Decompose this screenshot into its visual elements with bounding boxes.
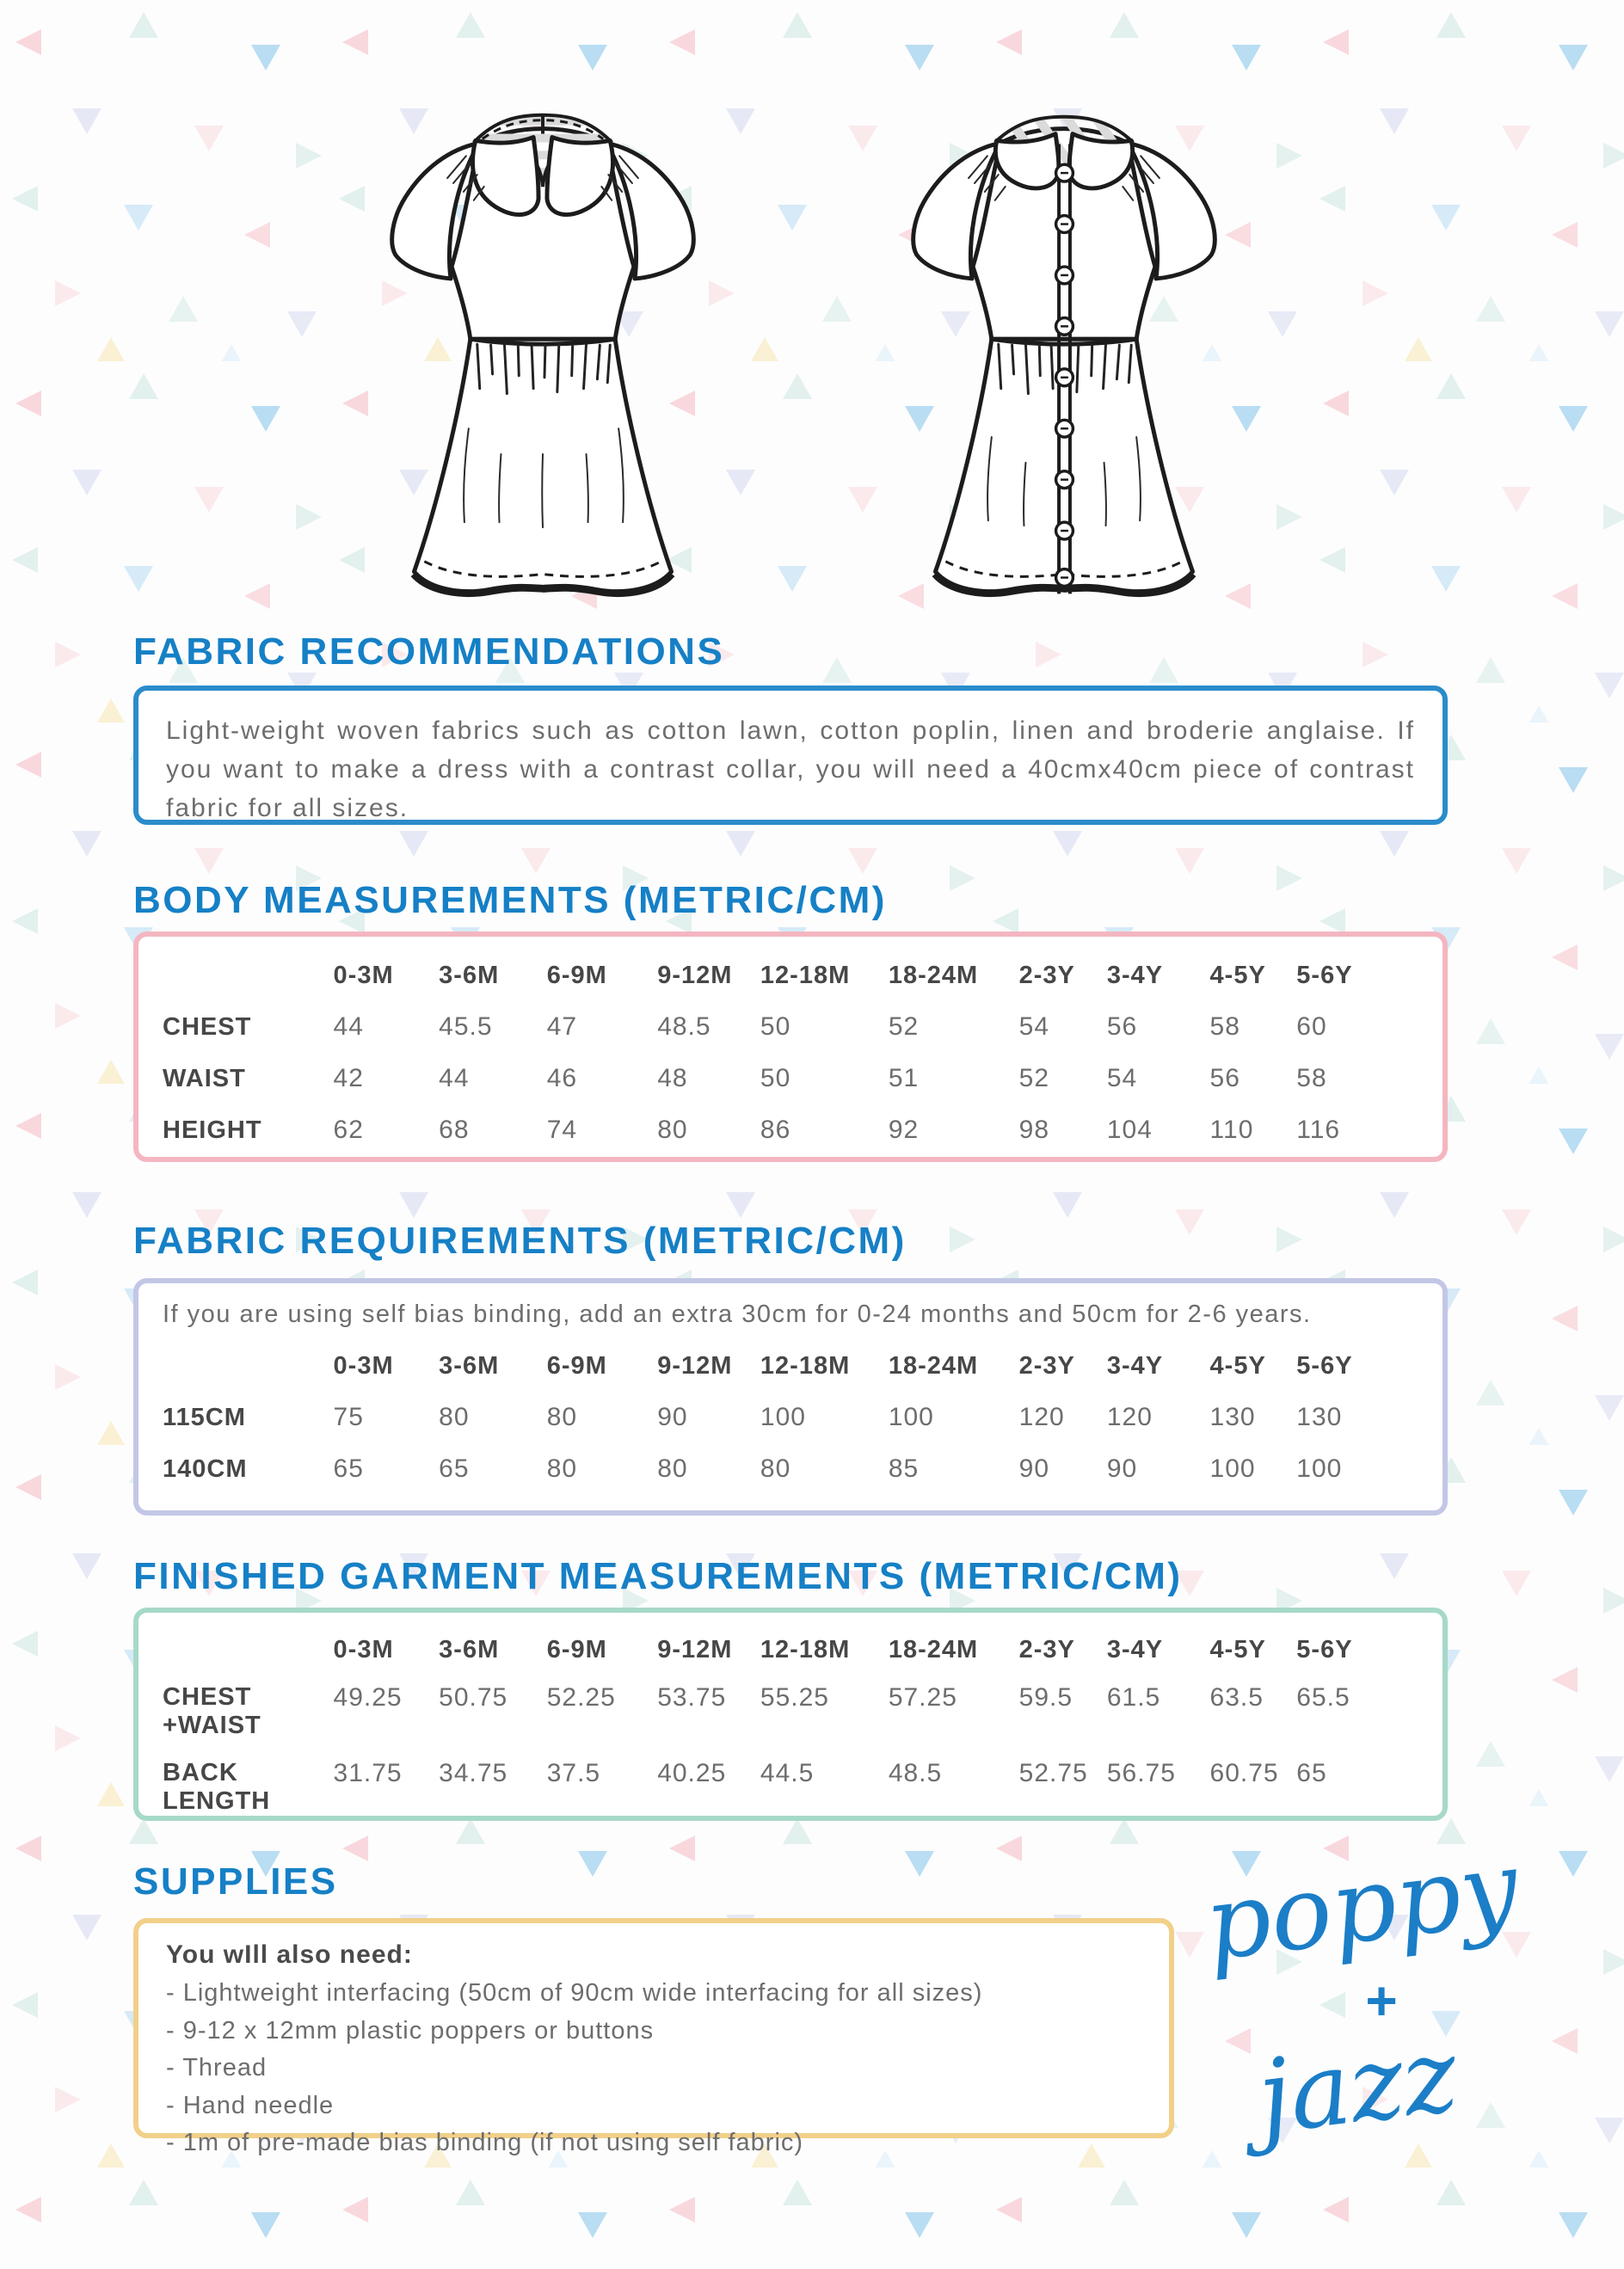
table-cell: 48 bbox=[657, 1064, 688, 1092]
supply-item: - Thread bbox=[166, 2054, 268, 2081]
column-header: 5-6Y bbox=[1296, 962, 1353, 989]
table-cell: 44 bbox=[333, 1012, 364, 1041]
table-cell: 46 bbox=[546, 1064, 578, 1092]
table-cell: 85 bbox=[888, 1454, 920, 1483]
table-cell: 130 bbox=[1209, 1403, 1256, 1431]
column-header: 2-3Y bbox=[1018, 1352, 1075, 1380]
corner-cell bbox=[163, 950, 334, 1001]
table-cell: 65 bbox=[333, 1454, 364, 1483]
table-cell: 52 bbox=[888, 1012, 920, 1041]
supply-item: - 1m of pre-made bias binding (if not using self fabric) bbox=[166, 2129, 804, 2156]
table-cell: 37.5 bbox=[546, 1759, 601, 1787]
column-header: 4-5Y bbox=[1209, 962, 1266, 989]
table-cell: 34.75 bbox=[439, 1759, 508, 1787]
brand-logo-jazz: jazz bbox=[1251, 2014, 1464, 2157]
body-measurements-title: BODY MEASUREMENTS (METRIC/CM) bbox=[133, 879, 887, 921]
table-header-row bbox=[163, 1626, 1418, 1674]
dress-back-illustration bbox=[864, 96, 1264, 624]
column-header: 18-24M bbox=[888, 1636, 979, 1663]
table-cell: 52 bbox=[1018, 1064, 1050, 1092]
table-cell: 44.5 bbox=[760, 1759, 815, 1787]
column-header: 6-9M bbox=[546, 1352, 607, 1380]
table-cell: 42 bbox=[333, 1064, 364, 1092]
table-cell: 60.75 bbox=[1209, 1759, 1279, 1787]
table-cell: 47 bbox=[546, 1012, 578, 1041]
column-header: 0-3M bbox=[333, 962, 394, 989]
table-cell: 56.75 bbox=[1106, 1759, 1176, 1787]
column-header: 4-5Y bbox=[1209, 1352, 1266, 1380]
table-cell: 44 bbox=[439, 1064, 470, 1092]
column-header: 9-12M bbox=[657, 1636, 733, 1663]
table-cell: 65 bbox=[1296, 1759, 1327, 1787]
table-header-row bbox=[163, 1341, 1418, 1392]
back-buttons bbox=[1056, 164, 1073, 586]
table-cell: 90 bbox=[657, 1403, 688, 1431]
table-cell: 80 bbox=[657, 1454, 688, 1483]
table-cell: 49.25 bbox=[333, 1683, 403, 1712]
table-cell: 98 bbox=[1018, 1116, 1050, 1144]
column-header: 12-18M bbox=[760, 1352, 851, 1380]
table-cell: 80 bbox=[657, 1116, 688, 1144]
row-label: HEIGHT bbox=[163, 1116, 262, 1144]
table-cell: 56 bbox=[1106, 1012, 1138, 1041]
brand-logo-plus: + bbox=[1365, 1970, 1398, 2032]
column-header: 4-5Y bbox=[1209, 1636, 1266, 1663]
table-cell: 104 bbox=[1106, 1116, 1153, 1144]
row-label: BACK LENGTH bbox=[163, 1759, 271, 1815]
table-cell: 59.5 bbox=[1018, 1683, 1073, 1712]
row-label: CHEST bbox=[163, 1012, 252, 1041]
body-measurements-panel bbox=[133, 932, 1448, 1162]
table-cell: 80 bbox=[439, 1403, 470, 1431]
table-cell: 75 bbox=[333, 1403, 364, 1431]
supply-item: - Hand needle bbox=[166, 2091, 335, 2119]
table-cell: 57.25 bbox=[888, 1683, 957, 1712]
dress-front-illustration bbox=[342, 96, 743, 624]
table-cell: 45.5 bbox=[439, 1012, 493, 1041]
finished-garment-title: FINISHED GARMENT MEASUREMENTS (METRIC/CM) bbox=[133, 1555, 1183, 1597]
brand-logo bbox=[1194, 1837, 1538, 2173]
table-cell: 116 bbox=[1296, 1116, 1341, 1144]
corner-cell bbox=[163, 1341, 334, 1392]
column-header: 18-24M bbox=[888, 962, 979, 989]
column-header: 3-6M bbox=[439, 962, 500, 989]
table-cell: 120 bbox=[1106, 1403, 1153, 1431]
table-cell: 63.5 bbox=[1209, 1683, 1264, 1712]
column-header: 18-24M bbox=[888, 1352, 979, 1380]
table-cell: 80 bbox=[760, 1454, 791, 1483]
bias-binding-note: If you are using self bias binding, add an extra 30cm for 0-24 months and 50cm for 2-6 years. bbox=[163, 1301, 1312, 1328]
table-cell: 54 bbox=[1018, 1012, 1050, 1041]
table-cell: 54 bbox=[1106, 1064, 1138, 1092]
supply-item: - 9-12 x 12mm plastic poppers or buttons bbox=[166, 2016, 655, 2045]
fabric-requirements-table bbox=[163, 1341, 1418, 1495]
column-header: 3-6M bbox=[439, 1352, 500, 1380]
table-row bbox=[163, 1749, 1418, 1825]
fabric-recommendations-title: FABRIC RECOMMENDATIONS bbox=[133, 630, 725, 673]
table-cell: 61.5 bbox=[1106, 1683, 1161, 1712]
row-label: 140CM bbox=[163, 1454, 248, 1483]
table-cell: 80 bbox=[546, 1403, 578, 1431]
column-header: 2-3Y bbox=[1018, 962, 1075, 989]
table-cell: 51 bbox=[888, 1064, 920, 1092]
column-header: 9-12M bbox=[657, 962, 733, 989]
table-cell: 50 bbox=[760, 1064, 791, 1092]
size-table bbox=[163, 1626, 1418, 1825]
supplies-list bbox=[166, 1975, 1141, 2162]
supply-item: - Lightweight interfacing (50cm of 90cm wide interfacing for all sizes) bbox=[166, 1979, 983, 2007]
table-cell: 80 bbox=[546, 1454, 578, 1483]
table-cell: 52.75 bbox=[1018, 1759, 1088, 1787]
row-label: WAIST bbox=[163, 1064, 246, 1092]
row-label: 115CM bbox=[163, 1403, 246, 1431]
size-table bbox=[163, 950, 1418, 1156]
table-cell: 110 bbox=[1209, 1116, 1254, 1144]
table-row bbox=[163, 1001, 1418, 1053]
fabric-recommendations-panel bbox=[133, 686, 1448, 825]
table-cell: 60 bbox=[1296, 1012, 1327, 1041]
row-label: CHEST +WAIST bbox=[163, 1683, 261, 1739]
size-table bbox=[163, 1341, 1418, 1495]
table-cell: 65.5 bbox=[1296, 1683, 1350, 1712]
table-cell: 55.25 bbox=[760, 1683, 829, 1712]
corner-cell bbox=[163, 1626, 334, 1674]
table-row bbox=[163, 1053, 1418, 1104]
table-row bbox=[163, 1443, 1418, 1495]
table-cell: 100 bbox=[1209, 1454, 1256, 1483]
table-cell: 90 bbox=[1018, 1454, 1050, 1483]
supplies-title: SUPPLIES bbox=[133, 1860, 338, 1903]
column-header: 12-18M bbox=[760, 1636, 851, 1663]
table-cell: 74 bbox=[546, 1116, 578, 1144]
table-cell: 65 bbox=[439, 1454, 470, 1483]
table-header-row bbox=[163, 950, 1418, 1001]
table-row bbox=[163, 1674, 1418, 1749]
table-cell: 58 bbox=[1209, 1012, 1240, 1041]
table-cell: 52.25 bbox=[546, 1683, 616, 1712]
table-cell: 62 bbox=[333, 1116, 364, 1144]
column-header: 0-3M bbox=[333, 1352, 394, 1380]
fabric-requirements-title: FABRIC REQUIREMENTS (METRIC/CM) bbox=[133, 1220, 907, 1262]
column-header: 5-6Y bbox=[1296, 1352, 1353, 1380]
supplies-heading: You wIll also need: bbox=[166, 1940, 413, 1969]
table-cell: 100 bbox=[760, 1403, 806, 1431]
table-cell: 100 bbox=[1296, 1454, 1343, 1483]
column-header: 3-6M bbox=[439, 1636, 500, 1663]
finished-garment-table bbox=[163, 1626, 1418, 1825]
column-header: 3-4Y bbox=[1106, 962, 1164, 989]
table-cell: 120 bbox=[1018, 1403, 1065, 1431]
table-cell: 130 bbox=[1296, 1403, 1343, 1431]
table-cell: 48.5 bbox=[888, 1759, 943, 1787]
table-cell: 56 bbox=[1209, 1064, 1240, 1092]
table-cell: 58 bbox=[1296, 1064, 1327, 1092]
table-cell: 48.5 bbox=[657, 1012, 711, 1041]
column-header: 9-12M bbox=[657, 1352, 733, 1380]
fabric-requirements-panel bbox=[133, 1278, 1448, 1516]
table-cell: 53.75 bbox=[657, 1683, 727, 1712]
column-header: 6-9M bbox=[546, 1636, 607, 1663]
table-cell: 68 bbox=[439, 1116, 470, 1144]
column-header: 12-18M bbox=[760, 962, 851, 989]
column-header: 3-4Y bbox=[1106, 1636, 1164, 1663]
body-measurements-table bbox=[163, 950, 1418, 1156]
column-header: 0-3M bbox=[333, 1636, 394, 1663]
table-cell: 92 bbox=[888, 1116, 920, 1144]
fabric-recommendations-text: Light-weight woven fabrics such as cotton lawn, cotton poplin, linen and broderie anglaise. If you want to make a dress with a contrast collar, you will need a 40cmx40cm piece of contrast fabric for all sizes. bbox=[166, 716, 1415, 822]
brand-logo-poppy: poppy bbox=[1198, 1837, 1525, 1983]
column-header: 2-3Y bbox=[1018, 1636, 1075, 1663]
table-cell: 40.25 bbox=[657, 1759, 727, 1787]
table-cell: 31.75 bbox=[333, 1759, 403, 1787]
column-header: 3-4Y bbox=[1106, 1352, 1164, 1380]
table-row bbox=[163, 1104, 1418, 1156]
column-header: 6-9M bbox=[546, 962, 607, 989]
table-cell: 90 bbox=[1106, 1454, 1138, 1483]
table-cell: 100 bbox=[888, 1403, 934, 1431]
table-cell: 50.75 bbox=[439, 1683, 508, 1712]
finished-garment-panel bbox=[133, 1608, 1448, 1821]
column-header: 5-6Y bbox=[1296, 1636, 1353, 1663]
table-cell: 86 bbox=[760, 1116, 791, 1144]
table-row bbox=[163, 1392, 1418, 1443]
supplies-panel bbox=[133, 1918, 1174, 2156]
table-cell: 50 bbox=[760, 1012, 791, 1041]
